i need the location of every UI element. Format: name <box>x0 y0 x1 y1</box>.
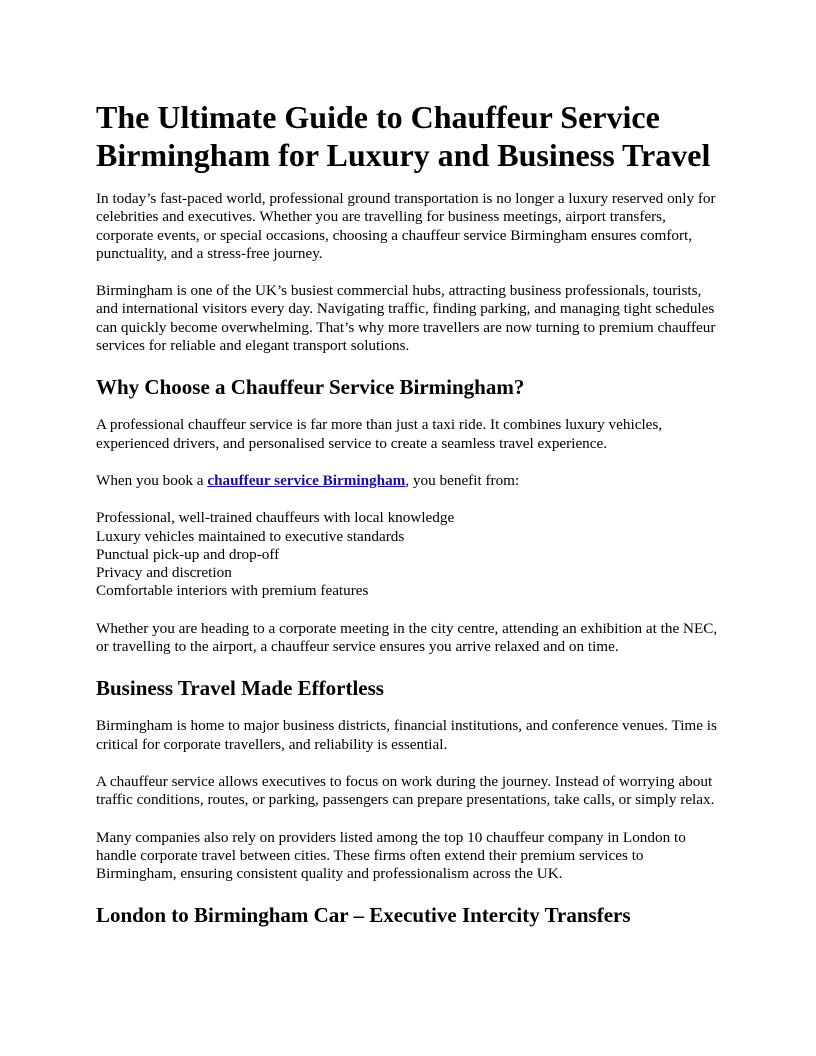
list-item: Punctual pick-up and drop-off <box>96 545 280 563</box>
benefits-list <box>96 509 726 600</box>
business-paragraph-2: A chauffeur service allows executives to focus on work during the journey. Instead of worrying about traffic conditions, routes, or parking, passengers can prepare presentations, take calls, or simply relax. <box>96 772 715 809</box>
business-paragraph-1: Birmingham is home to major business districts, financial institutions, and conference venues. Time is critical for corporate travellers, and reliability is essential. <box>96 717 717 753</box>
heading-business-travel: Business Travel Made Effortless <box>96 676 384 701</box>
list-item: Privacy and discretion <box>96 564 232 582</box>
book-suffix: , you benefit from: <box>405 471 520 489</box>
why-paragraph-2: Whether you are heading to a corporate meeting in the city centre, attending an exhibition at the NEC, or travelling to the airport, a chauffeur service ensures you arrive relaxed and on time. <box>96 619 718 656</box>
document-page <box>96 98 726 944</box>
list-item: Luxury vehicles maintained to executive standards <box>96 527 405 545</box>
book-prefix: When you book a <box>96 471 208 489</box>
list-item: Comfortable interiors with premium features <box>96 582 369 600</box>
heading-why-choose: Why Choose a Chauffeur Service Birmingham? <box>96 375 525 400</box>
intro-paragraph-2: Birmingham is one of the UK’s busiest commercial hubs, attracting business professionals, tourists, and international visitors every day. Navigating traffic, finding parking, and managing tight schedules can quickly become overwhelming. That’s why more travellers are now turning to premium chauffeur services for reliable and elegant transport solutions. <box>96 282 716 355</box>
business-paragraph-3: Many companies also rely on providers listed among the top 10 chauffeur company in London to handle corporate travel between cities. These firms often extend their premium services to Birmingham, ensuring consistent quality and professionalism across the UK. <box>96 828 686 883</box>
list-item: Professional, well-trained chauffeurs with local knowledge <box>96 509 455 527</box>
why-paragraph-1: A professional chauffeur service is far more than just a taxi ride. It combines luxury vehicles, experienced drivers, and personalised service to create a seamless travel experience. <box>96 416 663 452</box>
chauffeur-service-link[interactable]: chauffeur service Birmingham <box>207 471 406 489</box>
book-paragraph <box>96 472 726 490</box>
intro-paragraph-1: In today’s fast-paced world, professional ground transportation is no longer a luxury reserved only for celebrities and executives. Whether you are travelling for business meetings, airport transfers, corporate events, or special occasions, choosing a chauffeur service Birmingham ensures comfort, punctuality, and a stress-free journey. <box>96 190 716 262</box>
heading-london-to-birmingham: London to Birmingham Car – Executive Intercity Transfers <box>96 903 631 928</box>
page-title: The Ultimate Guide to Chauffeur Service Birmingham for Luxury and Business Travel <box>96 99 711 173</box>
